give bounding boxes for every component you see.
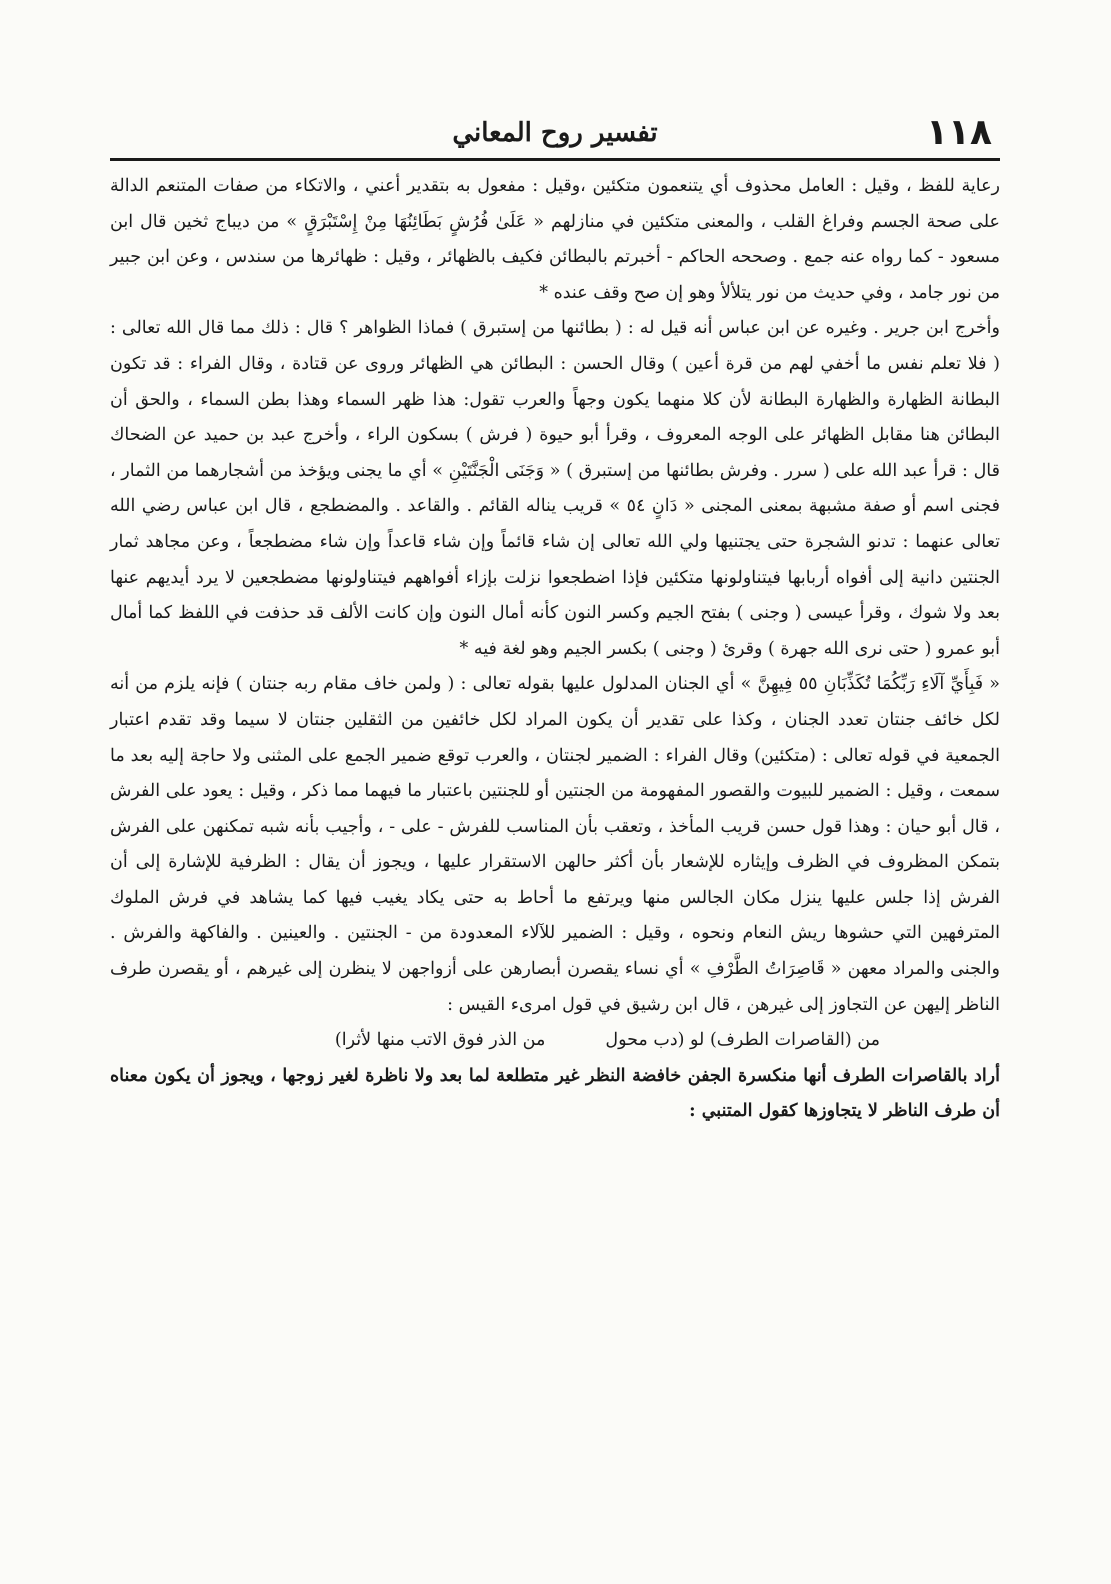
text-line: فإنه يلزم من أنه لكل خائف جنتان تعدد الجنان ، وكذا على تقدير أن يكون المراد لكل خائفين من الثقلين — [110, 674, 1000, 730]
text-line: معهن « قَاصِرَاتُ الطَّرْفِ » أي نساء يقصرن أبصارهن على أزواجهن لا ينظرن إلى غيرهم ، أو يقصرن طرف — [110, 959, 887, 980]
text-line: المتنعم الدالة على صحة الجسم وفراغ القلب ، والمعنى متكئين في منازلهم « عَلَىٰ فُرُشٍ بَطَائِنُهَا مِنْ إِسْتَبْرَقٍ » — [110, 176, 1000, 232]
text-line: الناظر إليهن عن التجاوز إلى غيرهن ، قال ابن رشيق في قول امرىء القيس : — [447, 994, 1000, 1015]
text-line: من ديباج ثخين قال ابن مسعود - كما رواه عنه جمع . وصححه الحاكم - أخبرتم بالبطائن فكيف بالظهائر ، وقيل : — [110, 211, 1000, 268]
text-line: النعام ونحوه ، وقيل : الضمير للآلاء المعدودة من - الجنتين . والعينين . والفاكهة والفرش . والجنى والمراد — [110, 923, 1000, 980]
poem-first-hemistich: من (القاصرات الطرف) لو (دب محول — [605, 1030, 880, 1051]
text-line: ويجوز أن يكون معناه أن طرف الناظر لا يتجاوزها كقول المتنبي : — [110, 1065, 1000, 1122]
text-line: رعاية للفظ ، وقيل : العامل محذوف أي يتنعمون متكئين ،وقيل : مفعول به بتقدير أعني ، والاتكاء من صفات — [213, 176, 1000, 196]
text-line: « دَانٍ ٥٤ » قريب يناله القائم . والقاعد . والمضطجع ، قال ابن عباس رضي الله تعالى عنهما : تدنو الشجرة — [110, 496, 1001, 552]
text-line: بعد ولا شوك ، وقرأ عيسى ( وجنى ) بفتح الجيم وكسر النون كأنه أمال النون وإن كانت الألف قد حذفت — [254, 603, 1000, 624]
text-line: أراد بالقاصرات الطرف أنها منكسرة الجفن خافضة النظر غير متطلعة لما بعد ولا ناظرة لغير زوجها ، — [270, 1065, 1000, 1086]
text-line: جنتان لا سيما وقد تقدم اعتبار الجمعية في قوله تعالى : (متكئين) وقال الفراء : الضمير لجنتان ، والعرب توقع — [110, 709, 1000, 766]
text-line: هذا ظهر السماء وهذا بطن السماء ، والحق أن البطائن هنا مقابل الظهائر على الوجه المعروف ، وقرأ أبو حيوة — [110, 389, 1000, 446]
paragraph-3 — [110, 667, 1000, 1023]
text-line: ذلك مما قال الله تعالى : ( فلا تعلم نفس ما أخفي لهم من قرة أعين ) وقال الحسن : البطائن هي الظهائر وروى — [110, 318, 1000, 374]
text-line: باعتبار ما فيهما مما ذكر ، وقيل : يعود على الفرش ، قال أبو حيان : وهذا قول حسن قريب المأخذ ، وتعقب — [110, 781, 1000, 837]
commentary-text — [110, 169, 1000, 1130]
text-line: ضمير الجمع على المثنى ولا حاجة إليه بعد ما سمعت ، وقيل : الضمير للبيوت والقصور المفهومة من الجنتين أو للجنتين — [110, 745, 1000, 802]
text-line: في اللفظ كما أمال أبو عمرو ( حتى نرى الله جهرة ) وقرئ ( وجنى ) بكسر الجيم وهو لغة فيه * — [110, 603, 1000, 659]
running-title: تفسير روح المعاني — [452, 118, 658, 148]
book-page — [110, 110, 1000, 1130]
text-line: ظهائرها من سندس ، وعن ابن جبير من نور جامد ، وفي حديث من نور يتلألأ وهو إن صح وقف عنده * — [110, 247, 1000, 303]
text-line: وأخرج ابن جرير . وغيره عن ابن عباس أنه قيل له : ( بطائنها من إستبرق ) فماذا الظواهر ؟ قال : — [294, 318, 1000, 339]
text-line: « فَبِأَيِّ آلَاءِ رَبِّكُمَا تُكَذِّبَانِ ٥٥ فِيهِنَّ » أي الجنان المدلول عليها بقوله تعالى : ( ولمن خاف مقام ربه جنتان ) — [235, 674, 1000, 695]
paragraph-1 — [110, 169, 1000, 311]
page-header — [110, 110, 1000, 161]
text-line: إستبرق ) « وَجَنَى الْجَنَّتَيْنِ » أي ما يجنى ويؤخذ من أشجارهما من الثمار ، فجنى اسم أو صفة مشبهة بمعنى المجنى — [110, 460, 1000, 517]
paragraph-2 — [110, 311, 1000, 667]
text-line: مكان الجالس منها ويرتفع ما أحاط به حتى يكاد يغيب فيها كما يشاهد في فرش الملوك المترفهين التي حشوها ريش — [110, 887, 1000, 944]
text-line: بأن أكثر حالهن الاستقرار عليها ، ويجوز أن يقال : الظرفية للإشارة إلى أن الفرش إذا جلس عليها ينزل — [110, 852, 1000, 908]
text-line: حتى يجتنيها ولي الله تعالى إن شاء قائماً وإن شاء قاعداً وإن شاء مضطجعاً ، وعن مجاهد ثمار الجنتين دانية إلى — [110, 531, 1001, 588]
closing-paragraph — [110, 1059, 1000, 1130]
text-line: بأن المناسب للفرش - على - ، وأجيب بأنه شبه تمكنهن على الفرش بتمكن المظروف في الظرف وإيثاره للإشعار — [110, 816, 1000, 873]
text-line: أفواه أربابها فيتناولونها متكئين فإذا اضطجعوا نزلت بإزاء أفواههم فيتناولونها مضطجعين لا يرد أيديهم عنها — [110, 567, 873, 588]
poem-second-hemistich: من الذر فوق الاتب منها لأثرا) — [334, 1030, 546, 1051]
page-number: ١١٨ — [926, 112, 992, 153]
poem-verse — [110, 1023, 1000, 1059]
text-line: ( فرش ) بسكون الراء ، وأخرج عبد بن حميد عن الضحاك قال : قرأ عبد الله على ( سرر . وفرش بطائنها من — [110, 425, 1000, 481]
text-line: عن قتادة ، وقال الفراء : قد تكون البطانة الظهارة والظهارة البطانة لأن كلا منهما يكون وجهاً والعرب تقول: — [110, 353, 1000, 410]
